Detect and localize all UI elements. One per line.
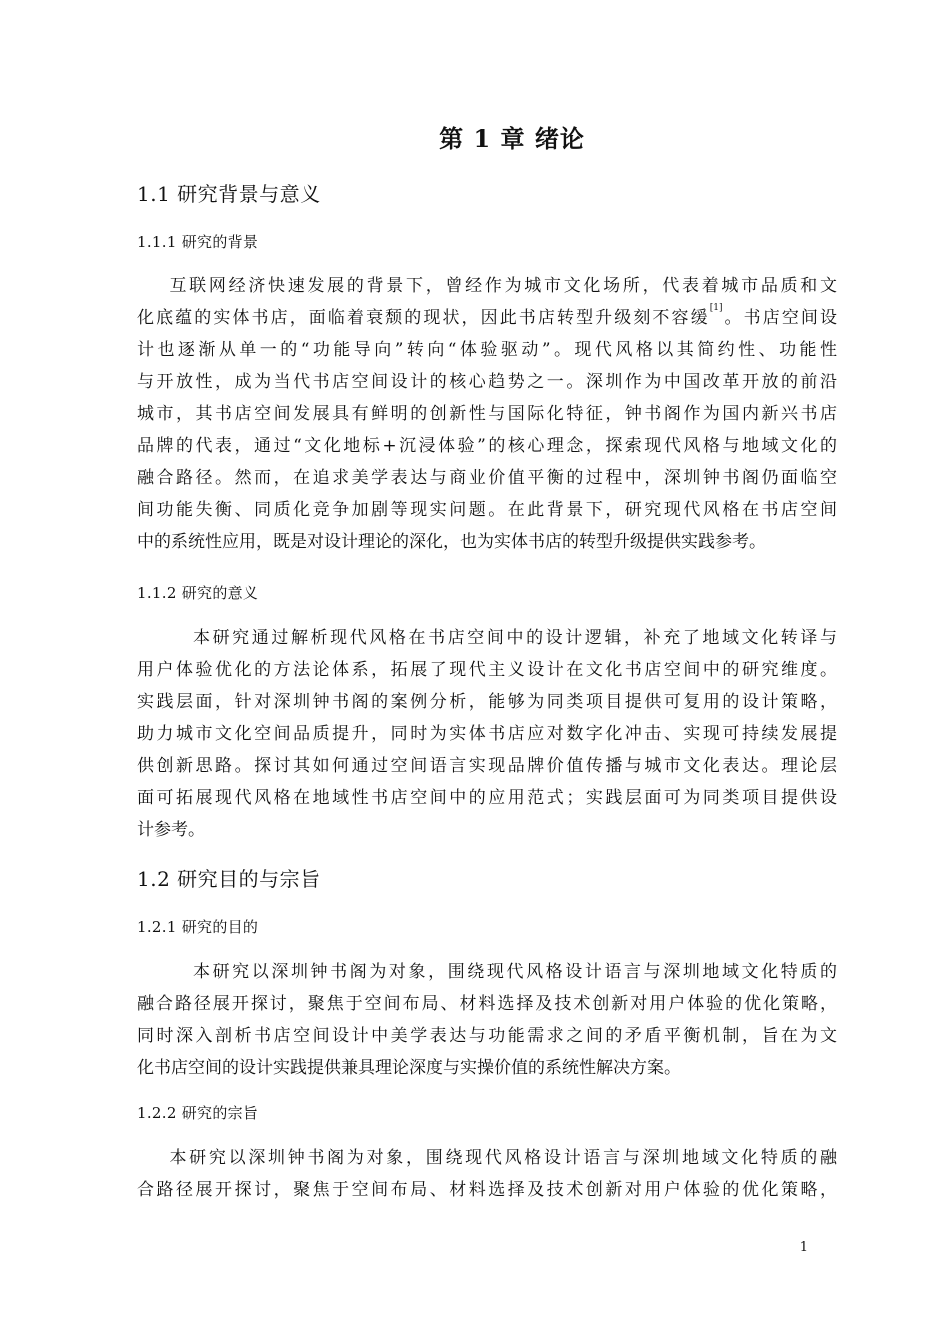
- subsection-heading-1-1-1: 1.1.1 研究的背景: [137, 233, 259, 251]
- text-line: 计也逐渐从单一的“功能导向”转向“体验驱动”。现代风格以其简约性、功能性: [137, 340, 837, 360]
- subsection-heading-1-1-2: 1.1.2 研究的意义: [137, 584, 259, 602]
- text-line: 融合路径展开探讨，聚焦于空间布局、材料选择及技术创新对用户体验的优化策略，: [137, 994, 837, 1014]
- text-line: 本研究以深圳钟书阁为对象，围绕现代风格设计语言与深圳地域文化特质的: [137, 962, 837, 982]
- text-line: 品牌的代表，通过“文化地标+沉浸体验”的核心理念，探索现代风格与地域文化的: [137, 436, 837, 456]
- text-line: 合路径展开探讨，聚焦于空间布局、材料选择及技术创新对用户体验的优化策略，: [137, 1180, 837, 1200]
- text-line: 助力城市文化空间品质提升，同时为实体书店应对数字化冲击、实现可持续发展提: [137, 724, 837, 744]
- text-segment: 。书店空间设: [722, 308, 838, 328]
- text-line: 化书店空间的设计实践提供兼具理论深度与实操价值的系统性解决方案。: [137, 1058, 681, 1078]
- paragraph-significance: [137, 622, 837, 846]
- citation-marker: [1]: [709, 303, 723, 313]
- text-line: 面可拓展现代风格在地域性书店空间中的应用范式；实践层面可为同类项目提供设: [137, 788, 837, 808]
- text-line: 融合路径。然而，在追求美学表达与商业价值平衡的过程中，深圳钟书阁仍面临空: [137, 468, 837, 488]
- text-segment: 化底蕴的实体书店，面临着衰颓的现状，因此书店转型升级刻不容缓: [137, 308, 710, 328]
- paragraph-tenet: [137, 1142, 837, 1206]
- text-line: 互联网经济快速发展的背景下，曾经作为城市文化场所，代表着城市品质和文: [137, 276, 837, 296]
- page-number: 1: [799, 1240, 808, 1255]
- text-line: 本研究通过解析现代风格在书店空间中的设计逻辑，补充了地域文化转译与: [137, 628, 837, 648]
- text-line-with-citation: [137, 302, 837, 334]
- section-heading-1-2: 1.2 研究目的与宗旨: [137, 867, 321, 891]
- subsection-heading-1-2-1: 1.2.1 研究的目的: [137, 918, 259, 936]
- text-line: 间功能失衡、同质化竞争加剧等现实问题。在此背景下，研究现代风格在书店空间: [137, 500, 837, 520]
- chapter-title: 第 1 章 绪论: [439, 124, 585, 153]
- text-line: 供创新思路。探讨其如何通过空间语言实现品牌价值传播与城市文化表达。理论层: [137, 756, 837, 776]
- text-line: 实践层面，针对深圳钟书阁的案例分析，能够为同类项目提供可复用的设计策略，: [137, 692, 837, 712]
- text-line: 计参考。: [137, 820, 205, 840]
- text-line: 用户体验优化的方法论体系，拓展了现代主义设计在文化书店空间中的研究维度。: [137, 660, 837, 680]
- text-line: 本研究以深圳钟书阁为对象，围绕现代风格设计语言与深圳地域文化特质的融: [137, 1148, 837, 1168]
- text-line: 城市，其书店空间发展具有鲜明的创新性与国际化特征，钟书阁作为国内新兴书店: [137, 404, 837, 424]
- section-heading-1-1: 1.1 研究背景与意义: [137, 182, 321, 206]
- subsection-heading-1-2-2: 1.2.2 研究的宗旨: [137, 1104, 259, 1122]
- paragraph-purpose: [137, 956, 837, 1084]
- paragraph-background: [137, 270, 837, 558]
- text-line: 与开放性，成为当代书店空间设计的核心趋势之一。深圳作为中国改革开放的前沿: [137, 372, 837, 392]
- text-line: 中的系统性应用，既是对设计理论的深化，也为实体书店的转型升级提供实践参考。: [137, 532, 766, 552]
- text-line: 同时深入剖析书店空间设计中美学表达与功能需求之间的矛盾平衡机制，旨在为文: [137, 1026, 837, 1046]
